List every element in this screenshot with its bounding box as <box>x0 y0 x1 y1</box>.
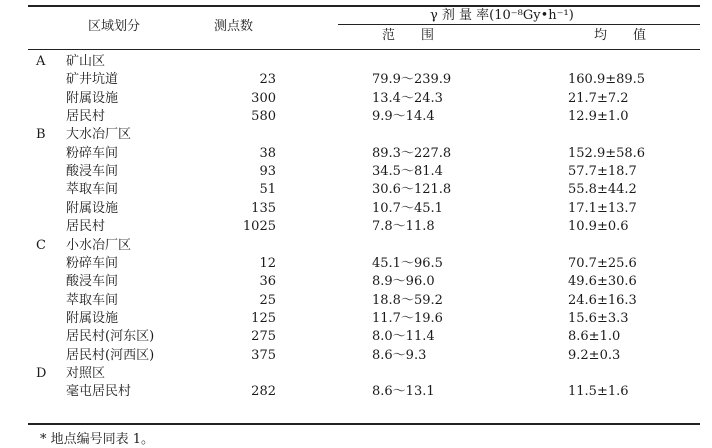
count-cell: 300 <box>251 90 276 106</box>
dose-rate-header: γ 剂 量 率(10⁻⁸Gy•h⁻¹) <box>430 8 574 23</box>
range-cell: 34.5～81.4 <box>372 164 443 180</box>
count-cell: 125 <box>251 310 276 326</box>
count-cell: 1025 <box>242 219 276 235</box>
count-cell: 23 <box>259 72 276 88</box>
group-letter: D <box>36 365 47 381</box>
count-cell: 580 <box>251 109 276 125</box>
mean-cell: 9.2±0.3 <box>568 347 621 363</box>
header-bottom-rule <box>28 49 700 50</box>
dose-subheader-rule <box>338 24 700 25</box>
site-cell: 酸浸车间 <box>66 274 119 290</box>
mean-cell: 55.8±44.2 <box>568 182 637 198</box>
mean-cell: 57.7±18.7 <box>568 164 637 180</box>
mean-header: 均 值 <box>594 28 647 43</box>
region-header: 区域划分 <box>88 19 141 34</box>
count-cell: 38 <box>259 145 276 161</box>
mean-cell: 11.5±1.6 <box>568 384 629 400</box>
count-cell: 12 <box>259 255 276 271</box>
site-cell: 萃取车间 <box>66 182 119 198</box>
count-cell: 93 <box>259 164 276 180</box>
site-cell: 酸浸车间 <box>66 164 119 180</box>
site-cell: 矿井坑道 <box>66 72 119 88</box>
site-cell: 附属设施 <box>66 90 119 106</box>
count-cell: 135 <box>251 200 276 216</box>
range-cell: 45.1～96.5 <box>372 255 443 271</box>
group-letter: B <box>36 127 46 143</box>
site-cell: 居民村(河西区) <box>66 347 155 363</box>
group-name: 大水冶厂区 <box>66 127 132 143</box>
range-cell: 89.3～227.8 <box>372 145 452 161</box>
range-cell: 18.8～59.2 <box>372 292 443 308</box>
range-cell: 79.9～239.9 <box>372 72 452 88</box>
count-cell: 51 <box>259 182 276 198</box>
range-header: 范 围 <box>382 28 435 43</box>
range-cell: 8.6～13.1 <box>372 384 435 400</box>
site-cell: 居民村 <box>66 109 106 125</box>
mean-cell: 15.6±3.3 <box>568 310 629 326</box>
range-cell: 11.7～19.6 <box>372 310 443 326</box>
group-letter: C <box>36 237 46 253</box>
range-cell: 9.9～14.4 <box>372 109 435 125</box>
count-cell: 25 <box>259 292 276 308</box>
mean-cell: 10.9±0.6 <box>568 219 629 235</box>
range-cell: 10.7～45.1 <box>372 200 443 216</box>
range-cell: 7.8～11.8 <box>372 219 435 235</box>
mean-cell: 49.6±30.6 <box>568 274 637 290</box>
top-rule <box>28 5 700 7</box>
count-cell: 36 <box>259 274 276 290</box>
mean-cell: 70.7±25.6 <box>568 255 637 271</box>
count-cell: 375 <box>251 347 276 363</box>
group-name: 小水冶厂区 <box>66 237 132 253</box>
mean-cell: 8.6±1.0 <box>568 329 621 345</box>
count-cell: 282 <box>251 384 276 400</box>
count-header: 测点数 <box>214 19 254 34</box>
range-cell: 8.0～11.4 <box>372 329 435 345</box>
site-cell: 居民村 <box>66 219 106 235</box>
group-letter: A <box>36 54 46 69</box>
mean-cell: 160.9±89.5 <box>568 72 646 88</box>
mean-cell: 17.1±13.7 <box>568 200 637 216</box>
site-cell: 附属设施 <box>66 310 119 326</box>
mean-cell: 152.9±58.6 <box>568 145 646 161</box>
site-cell: 粉碎车间 <box>66 255 119 271</box>
site-cell: 萃取车间 <box>66 292 119 308</box>
group-name: 对照区 <box>66 365 106 381</box>
mean-cell: 12.9±1.0 <box>568 109 629 125</box>
site-cell: 粉碎车间 <box>66 145 119 161</box>
mean-cell: 24.6±16.3 <box>568 292 637 308</box>
footnote: * 地点编号同表 1。 <box>40 432 155 447</box>
group-name: 矿山区 <box>66 54 106 69</box>
range-cell: 30.6～121.8 <box>372 182 452 198</box>
count-cell: 275 <box>251 329 276 345</box>
range-cell: 8.9～96.0 <box>372 274 435 290</box>
bottom-rule <box>28 423 700 425</box>
site-cell: 居民村(河东区) <box>66 329 155 345</box>
range-cell: 8.6～9.3 <box>372 347 427 363</box>
site-cell: 毫屯居民村 <box>66 384 132 400</box>
mean-cell: 21.7±7.2 <box>568 90 629 106</box>
site-cell: 附属设施 <box>66 200 119 216</box>
range-cell: 13.4～24.3 <box>372 90 443 106</box>
